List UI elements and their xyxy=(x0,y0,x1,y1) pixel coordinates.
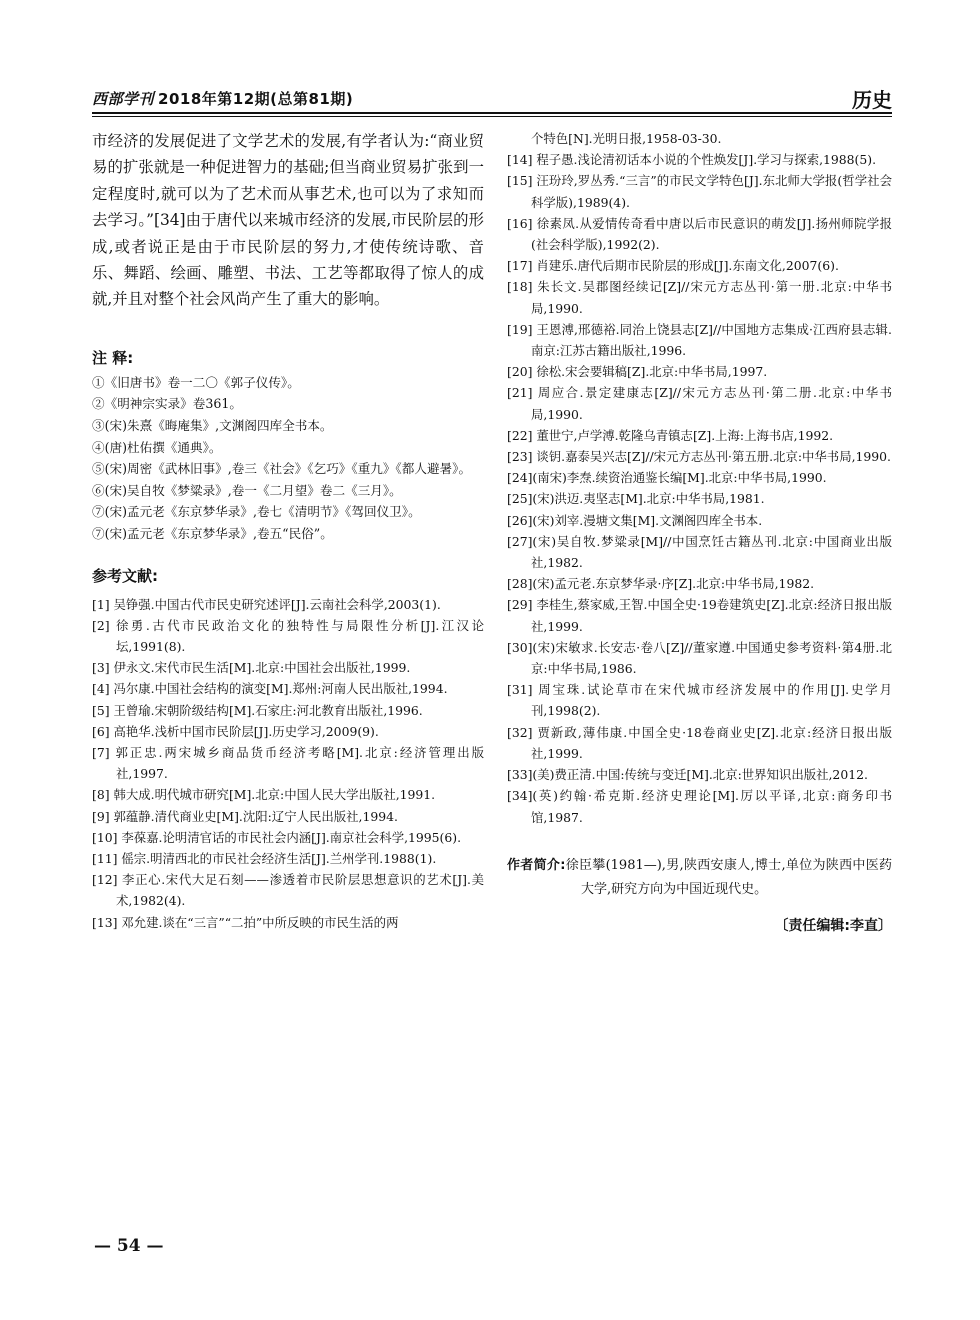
body-paragraph: 市经济的发展促进了文学艺术的发展,有学者认为:“商业贸易的扩张就是一种促进智力的基础;但当商业贸易扩张到一定程度时,就可以为了艺术而从事艺术,也可以为了求知而去学习。”[34]由于唐代以来城市经济的发展,市民阶层的形成,或者说正是由于市民阶层的努力,才使传统诗歌、音乐、舞蹈、绘画、雕塑、书法、工艺等都取得了惊人的成就,并且对整个社会风尚产生了重大的影响。 xyxy=(92,132,484,309)
author-bio xyxy=(507,854,892,902)
reference-item: [29] 李桂生,蔡家威,王智.中国全史·19卷建筑史[Z].北京:经济日报出版社,1999. xyxy=(507,597,892,634)
reference-item: [18] 朱长文.吴郡图经续记[Z]//宋元方志丛刊·第一册.北京:中华书局,1990. xyxy=(507,279,892,316)
note-item: ⑤(宋)周密《武林旧事》,卷三《社会》《乞巧》《重九》《都人避暑》。 xyxy=(92,461,472,477)
references-list-left xyxy=(92,594,484,933)
note-item: ①《旧唐书》卷一二〇《郭子仪传》。 xyxy=(92,374,300,390)
note-item: ②《明神宗实录》卷361。 xyxy=(92,396,242,412)
reference-item: [2] 徐勇.古代市民政治文化的独特性与局限性分析[J].江汉论坛,1991(8). xyxy=(92,617,484,654)
reference-item: [14] 程子愚.浅论清初话本小说的个性焕发[J].学习与探索,1988(5). xyxy=(507,152,877,168)
reference-item: [25](宋)洪迈.夷坚志[M].北京:中华书局,1981. xyxy=(507,491,765,507)
header-rule-thin xyxy=(92,116,892,117)
reference-item: [26](宋)刘宰.漫塘文集[M].文渊阁四库全书本. xyxy=(507,512,763,528)
reference-item: [3] 伊永文.宋代市民生活[M].北京:中国社会出版社,1999. xyxy=(92,660,411,676)
reference-item: [20] 徐松.宋会要辑稿[Z].北京:中华书局,1997. xyxy=(507,364,768,380)
notes-title: 注 释: xyxy=(92,348,134,367)
reference-item: [22] 董世宁,卢学溥.乾隆乌青镇志[Z].上海:上海书店,1992. xyxy=(507,427,834,443)
reference-continuation: 个特色[N].光明日报,1958-03-30. xyxy=(531,131,722,146)
note-item: ⑥(宋)吴自牧《梦粱录》,卷一《二月望》卷二《三月》。 xyxy=(92,482,402,498)
reference-item: [30](宋)宋敏求.长安志·卷八[Z]//董家遵.中国通史参考资料·第4册.北京:中华书局,1986. xyxy=(507,639,892,677)
page-header xyxy=(92,84,892,110)
reference-item: [19] 王恩溥,邢德裕.同治上饶县志[Z]//中国地方志集成·江西府县志辑.南京:江苏古籍出版社,1996. xyxy=(507,321,892,359)
notes-list xyxy=(92,372,484,545)
reference-item: [1] 吴铮强.中国古代市民史研究述评[J].云南社会科学,2003(1). xyxy=(92,596,441,612)
note-item: ④(唐)杜佑撰《通典》。 xyxy=(92,439,222,455)
header-journal-info xyxy=(92,88,353,109)
reference-item: [32] 贾新政,薄伟康.中国全史·18卷商业史[Z].北京:经济日报出版社,1999. xyxy=(507,724,892,761)
reference-item: [24](南宋)李焘.续资治通鉴长编[M].北京:中华书局,1990. xyxy=(507,470,827,486)
references-list-right xyxy=(507,128,892,828)
reference-item: [7] 郭正忠.两宋城乡商品货币经济考略[M].北京:经济管理出版社,1997. xyxy=(92,745,484,782)
note-item: ⑦(宋)孟元老《东京梦华录》,卷七《清明节》《驾回仪卫》。 xyxy=(92,504,421,520)
reference-item: [10] 李葆嘉.论明清官话的市民社会内涵[J].南京社会科学,1995(6). xyxy=(92,829,462,845)
reference-item: [13] 邓允建.谈在“三言”“二拍”中所反映的市民生活的两 xyxy=(92,914,399,930)
reference-item: [31] 周宝珠.试论草市在宋代城市经济发展中的作用[J].史学月刊,1998(2). xyxy=(507,682,892,719)
journal-name: 西部学刊 xyxy=(92,90,155,108)
reference-item: [5] 王曾瑜.宋朝阶级结构[M].石家庄:河北教育出版社,1996. xyxy=(92,702,423,718)
left-column xyxy=(92,128,484,933)
page-number: — 54 — xyxy=(94,1236,164,1256)
reference-item: [33](美)费正清.中国:传统与变迁[M].北京:世界知识出版社,2012. xyxy=(507,767,868,783)
note-item: ⑦(宋)孟元老《东京梦华录》,卷五“民俗”。 xyxy=(92,526,333,541)
reference-item: [17] 肖建乐.唐代后期市民阶层的形成[J].东南文化,2007(6). xyxy=(507,258,839,274)
reference-item: [4] 冯尔康.中国社会结构的演变[M].郑州:河南人民出版社,1994. xyxy=(92,681,448,697)
issue-info: 2018年第12期(总第81期) xyxy=(158,90,354,108)
right-column xyxy=(507,128,892,949)
reference-item: [9] 郭蕴静.清代商业史[M].沈阳:辽宁人民出版社,1994. xyxy=(92,808,398,824)
reference-item: [8] 韩大成.明代城市研究[M].北京:中国人民大学出版社,1991. xyxy=(92,787,436,803)
reference-item: [27](宋)吴自牧.梦粱录[M]//中国烹饪古籍丛刊.北京:中国商业出版社,1982. xyxy=(507,533,892,571)
reference-item: [34](英)约翰·希克斯.经济史理论[M].厉以平译,北京:商务印书馆,1987. xyxy=(507,788,892,825)
note-item: ③(宋)朱熹《晦庵集》,文渊阁四库全书本。 xyxy=(92,418,333,434)
reference-item: [16] 徐素凤.从爱情传奇看中唐以后市民意识的萌发[J].扬州师院学报(社会科学版),1992(2). xyxy=(507,215,892,253)
responsible-editor: 〔责任编辑:李直〕 xyxy=(774,917,892,934)
author-bio-text: 徐臣攀(1981—),男,陕西安康人,博士,单位为陕西中医药大学,研究方向为中国近现代史。 xyxy=(565,857,892,897)
reference-item: [28](宋)孟元老.东京梦华录·序[Z].北京:中华书局,1982. xyxy=(507,576,815,592)
header-rule xyxy=(92,112,892,114)
section-label: 历史 xyxy=(852,88,892,112)
references-title: 参考文献: xyxy=(92,566,158,585)
reference-item: [15] 汪玢玲,罗丛秀.“三言”的市民文学特色[J].东北师大学报(哲学社会科学版),1989(4). xyxy=(507,173,892,210)
reference-item: [12] 李正心.宋代大足石刻——渗透着市民阶层思想意识的艺术[J].美术,1982(4). xyxy=(92,872,484,909)
reference-item: [21] 周应合.景定建康志[Z]//宋元方志丛刊·第二册.北京:中华书局,1990. xyxy=(507,385,892,422)
reference-item: [6] 高艳华.浅析中国市民阶层[J].历史学习,2009(9). xyxy=(92,723,379,739)
reference-item: [23] 谈钥.嘉泰吴兴志[Z]//宋元方志丛刊·第五册.北京:中华书局,1990. xyxy=(507,449,891,465)
reference-item: [11] 傜宗.明清西北的市民社会经济生活[J].兰州学刊.1988(1). xyxy=(92,851,437,867)
author-bio-label: 作者简介: xyxy=(507,857,566,873)
